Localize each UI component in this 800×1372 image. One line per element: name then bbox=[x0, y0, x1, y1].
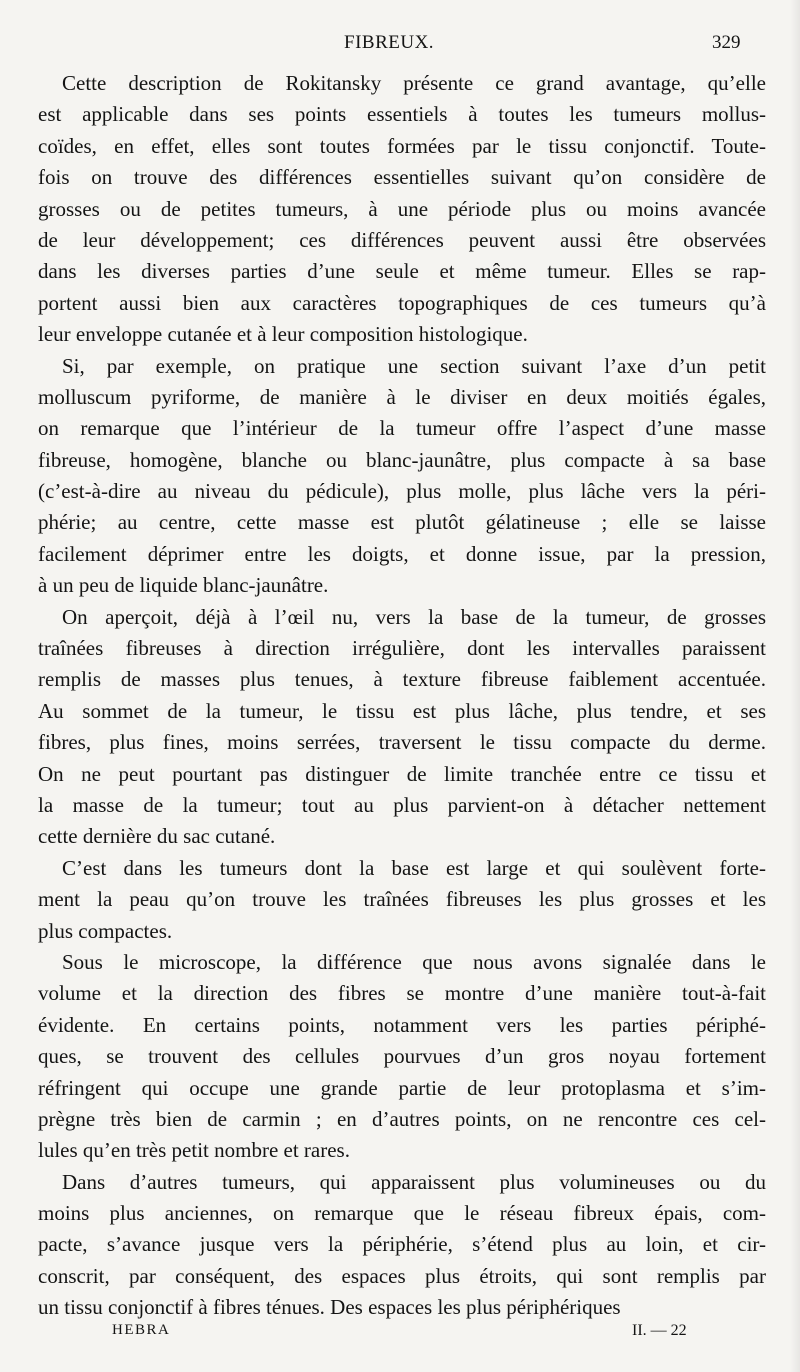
text-line: C’est dans les tumeurs dont la base est large et qui soulèvent forte- bbox=[62, 855, 766, 880]
text-line: un tissu conjonctif à fibres ténues. Des espaces les plus périphériques bbox=[38, 1295, 621, 1320]
text-line: On ne peut pourtant pas distinguer de limite tranchée entre ce tissu et bbox=[38, 761, 766, 786]
text-line: leur enveloppe cutanée et à leur composition histologique. bbox=[38, 322, 528, 347]
paragraph bbox=[38, 947, 766, 1167]
text-line: volume et la direction des fibres se montre d’une manière tout-à-fait bbox=[38, 981, 766, 1006]
text-line: coïdes, en effet, elles sont toutes formées par le tissu conjonctif. Toute- bbox=[38, 133, 766, 158]
paragraph bbox=[38, 1167, 766, 1324]
text-line: prègne très bien de carmin ; en d’autres points, on ne rencontre ces cel- bbox=[38, 1106, 766, 1131]
page-number: 329 bbox=[712, 32, 741, 53]
text-line: Cette description de Rokitansky présente ce grand avantage, qu’elle bbox=[62, 71, 766, 95]
paragraph bbox=[38, 68, 766, 351]
text-line: fibres, plus fines, moins serrées, traversent le tissu compacte du derme. bbox=[38, 730, 766, 755]
text-line: facilement déprimer entre les doigts, et donne issue, par la pression, bbox=[38, 541, 766, 566]
text-line: On aperçoit, déjà à l’œil nu, vers la base de la tumeur, de grosses bbox=[62, 604, 766, 629]
text-line: évidente. En certains points, notamment vers les parties périphé- bbox=[38, 1012, 766, 1037]
text-line: dans les diverses parties d’une seule et même tumeur. Elles se rap- bbox=[38, 259, 766, 284]
body-text bbox=[38, 68, 766, 1324]
text-line: remplis de masses plus tenues, à texture fibreuse faiblement accentuée. bbox=[38, 667, 766, 692]
text-line: Sous le microscope, la différence que nous avons signalée dans le bbox=[62, 949, 766, 974]
page-edge-shadow bbox=[790, 0, 800, 1372]
text-line: lules qu’en très petit nombre et rares. bbox=[38, 1138, 350, 1163]
text-line: grosses ou de petites tumeurs, à une période plus ou moins avancée bbox=[38, 196, 766, 221]
text-line: on remarque que l’intérieur de la tumeur offre l’aspect d’une masse bbox=[38, 416, 766, 441]
text-line: Si, par exemple, on pratique une section suivant l’axe d’un petit bbox=[62, 353, 766, 378]
text-line: (c’est-à-dire au niveau du pédicule), plus molle, plus lâche vers la péri- bbox=[38, 479, 766, 504]
page-header bbox=[0, 32, 800, 62]
paragraph bbox=[38, 351, 766, 602]
text-line: à un peu de liquide blanc-jaunâtre. bbox=[38, 573, 329, 598]
text-line: traînées fibreuses à direction irrégulière, dont les intervalles paraissent bbox=[38, 636, 766, 661]
text-line: est applicable dans ses points essentiels à toutes les tumeurs mollus- bbox=[38, 102, 766, 127]
text-line: fois on trouve des différences essentielles suivant qu’on considère de bbox=[38, 165, 766, 190]
text-line: pacte, s’avance jusque vers la périphérie, s’étend plus au loin, et cir- bbox=[38, 1232, 766, 1257]
text-line: moins plus anciennes, on remarque que le réseau fibreux épais, com- bbox=[38, 1201, 766, 1226]
text-line: la masse de la tumeur; tout au plus parvient-on à détacher nettement bbox=[38, 792, 766, 817]
text-line: réfringent qui occupe une grande partie de leur protoplasma et s’im- bbox=[38, 1075, 766, 1100]
text-line: portent aussi bien aux caractères topographiques de ces tumeurs qu’à bbox=[38, 290, 766, 315]
text-line: molluscum pyriforme, de manière à le diviser en deux moitiés égales, bbox=[38, 384, 766, 409]
paragraph bbox=[38, 602, 766, 853]
text-line: Dans d’autres tumeurs, qui apparaissent plus volumineuses ou du bbox=[62, 1169, 766, 1194]
text-line: cette dernière du sac cutané. bbox=[38, 824, 276, 849]
text-line: conscrit, par conséquent, des espaces plus étroits, qui sont remplis par bbox=[38, 1263, 766, 1288]
page-footer bbox=[0, 1322, 800, 1348]
text-line: de leur développement; ces différences peuvent aussi être observées bbox=[38, 227, 766, 252]
sheet-signature: II. — 22 bbox=[632, 1322, 687, 1339]
text-line: ques, se trouvent des cellules pourvues d’un gros noyau fortement bbox=[38, 1044, 766, 1069]
printer-signature: HEBRA bbox=[112, 1322, 171, 1338]
text-line: fibreuse, homogène, blanche ou blanc-jaunâtre, plus compacte à sa base bbox=[38, 447, 766, 472]
text-line: ment la peau qu’on trouve les traînées fibreuses les plus grosses et les bbox=[38, 887, 766, 912]
text-line: phérie; au centre, cette masse est plutôt gélatineuse ; elle se laisse bbox=[38, 510, 766, 535]
text-line: plus compactes. bbox=[38, 918, 173, 943]
paragraph bbox=[38, 853, 766, 947]
running-title: FIBREUX. bbox=[344, 32, 435, 53]
text-line: Au sommet de la tumeur, le tissu est plus lâche, plus tendre, et ses bbox=[38, 698, 766, 723]
